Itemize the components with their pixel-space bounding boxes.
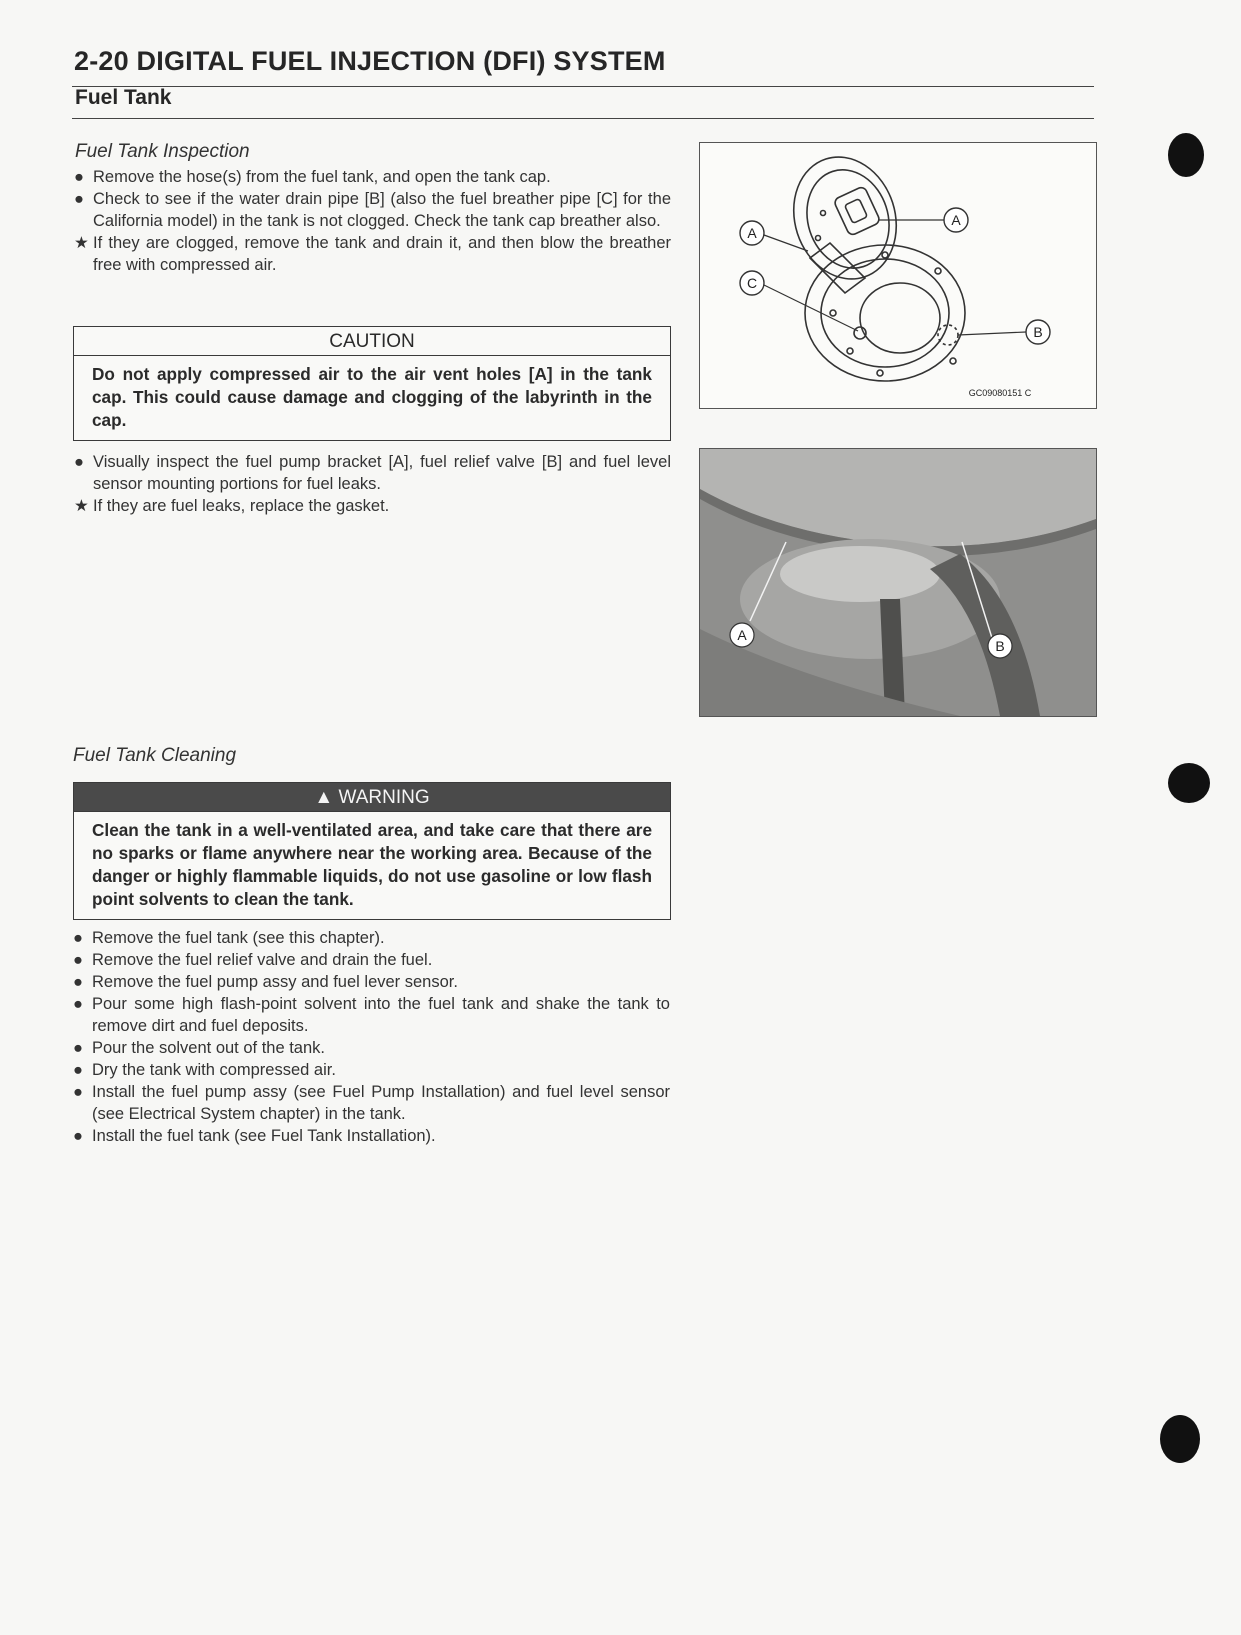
section-rule <box>72 118 1094 119</box>
list-item-text: If they are fuel leaks, replace the gasket. <box>93 497 390 515</box>
bullet-mark: ● <box>73 951 83 969</box>
fuel-pump-photo <box>699 448 1097 717</box>
caution-box <box>73 326 671 441</box>
list-item-text: Remove the hose(s) from the fuel tank, and open the tank cap. <box>93 168 551 186</box>
list-item <box>72 1125 670 1147</box>
photo-callout-b: B <box>995 638 1005 654</box>
list-item-text: Dry the tank with compressed air. <box>92 1061 336 1079</box>
list-item <box>72 971 670 993</box>
tank-cap-drawing <box>700 143 1096 408</box>
warning-header <box>74 783 670 812</box>
caution-title: CAUTION <box>74 327 670 356</box>
list-item <box>72 927 670 949</box>
caution-text: Do not apply compressed air to the air vent holes [A] in the tank cap. This could cause damage and clogging of the labyrinth in the cap. <box>92 364 652 430</box>
list-item-text: Check to see if the water drain pipe [B] (also the fuel breather pipe [C] for the California model) in the tank is not clogged. Check the tank cap breather also. <box>93 190 671 230</box>
header-rule <box>72 86 1094 87</box>
list-item-text: Remove the fuel tank (see this chapter). <box>92 929 385 947</box>
list-item <box>73 188 671 232</box>
list-item <box>72 993 670 1037</box>
list-item <box>72 1059 670 1081</box>
list-item <box>73 451 671 495</box>
punch-hole-bottom <box>1160 1415 1200 1463</box>
star-mark: ★ <box>74 234 89 252</box>
bullet-mark: ● <box>73 929 83 947</box>
list-item-text: Install the fuel pump assy (see Fuel Pump Installation) and fuel level sensor (see Electrical System chapter) in the tank. <box>92 1083 670 1123</box>
list-item-text: Pour the solvent out of the tank. <box>92 1039 325 1057</box>
list-item-text: If they are clogged, remove the tank and drain it, and then blow the breather free with compressed air. <box>93 234 671 274</box>
star-mark: ★ <box>74 497 89 515</box>
punch-hole-top <box>1168 133 1204 177</box>
list-item <box>72 1081 670 1125</box>
bullet-mark: ● <box>73 1061 83 1079</box>
inspection-list-bottom <box>73 451 671 517</box>
inspection-list-top <box>73 166 671 276</box>
list-item-text: Pour some high flash-point solvent into the fuel tank and shake the tank to remove dirt and fuel deposits. <box>92 995 670 1035</box>
callout-b: B <box>1033 324 1043 340</box>
fuel-pump-photo-drawing <box>700 449 1096 716</box>
bullet-mark: ● <box>73 1039 83 1057</box>
bullet-mark: ● <box>74 168 84 186</box>
list-item <box>72 1037 670 1059</box>
warning-title: WARNING <box>338 787 430 808</box>
list-item <box>73 166 671 188</box>
callout-c: C <box>746 275 758 291</box>
warning-box <box>73 782 671 920</box>
list-item <box>72 949 670 971</box>
photo-callout-a: A <box>737 627 747 643</box>
section-title: Fuel Tank <box>75 86 172 109</box>
callout-a-right: A <box>951 212 961 228</box>
bullet-mark: ● <box>73 995 83 1013</box>
warning-triangle-icon: ▲ <box>314 787 334 808</box>
figure-code: GC09080151 C <box>968 388 1032 398</box>
punch-hole-middle <box>1168 763 1210 803</box>
bullet-mark: ● <box>73 973 83 991</box>
list-item-text: Remove the fuel relief valve and drain the fuel. <box>92 951 433 969</box>
bullet-mark: ● <box>74 453 84 471</box>
list-item <box>73 232 671 276</box>
inspection-heading: Fuel Tank Inspection <box>75 141 250 162</box>
page-title: 2-20 DIGITAL FUEL INJECTION (DFI) SYSTEM <box>74 46 666 76</box>
list-item-text: Remove the fuel pump assy and fuel lever sensor. <box>92 973 458 991</box>
bullet-mark: ● <box>73 1127 83 1145</box>
callout-a-left: A <box>747 225 757 241</box>
warning-text: Clean the tank in a well-ventilated area, and take care that there are no sparks or flame anywhere near the working area. Because of the danger or highly flammable liquids, do not use gasoline or low flash point solvents to clean the tank. <box>92 820 652 909</box>
list-item-text: Install the fuel tank (see Fuel Tank Installation). <box>92 1127 436 1145</box>
tank-cap-figure <box>699 142 1097 409</box>
list-item <box>73 495 671 517</box>
cleaning-heading: Fuel Tank Cleaning <box>73 745 237 766</box>
bullet-mark: ● <box>74 190 84 208</box>
cleaning-list <box>72 927 670 1147</box>
list-item-text: Visually inspect the fuel pump bracket [A], fuel relief valve [B] and fuel level sensor mounting portions for fuel leaks. <box>93 453 671 493</box>
bullet-mark: ● <box>73 1083 83 1101</box>
